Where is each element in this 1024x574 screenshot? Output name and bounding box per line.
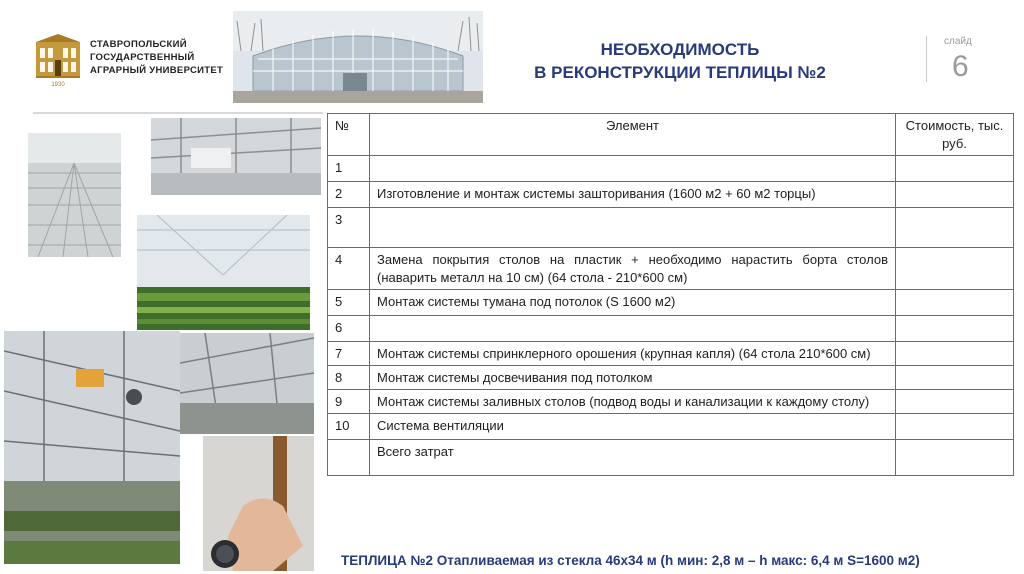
- row-num: 1: [328, 156, 370, 182]
- table-row: [328, 390, 1014, 414]
- row-num: 5: [328, 290, 370, 316]
- table-total-row: [328, 440, 1014, 476]
- slide-title-line: В РЕКОНСТРУКЦИИ ТЕПЛИЦЫ №2: [534, 63, 826, 82]
- university-name-line: СТАВРОПОЛЬСКИЙ: [90, 39, 187, 50]
- row-num: 2: [328, 182, 370, 208]
- row-num: 4: [328, 248, 370, 290]
- row-num: 6: [328, 316, 370, 342]
- greenhouse-tables-photo: [28, 133, 121, 257]
- greenhouse-caption: ТЕПЛИЦА №2 Отапливаемая из стекла 46х34 м (h мин: 2,8 м – h макс: 6,4 м S=1600 м2): [341, 553, 920, 568]
- row-cost: [896, 208, 1014, 248]
- table-header-row: [328, 114, 1014, 156]
- row-num: 8: [328, 366, 370, 390]
- row-element: [370, 316, 896, 342]
- row-cost: [896, 248, 1014, 290]
- table-edge-hand-photo: [203, 436, 314, 571]
- header-element: Элемент: [370, 114, 896, 156]
- row-cost: [896, 414, 1014, 440]
- row-element: [370, 208, 896, 248]
- table-row: [328, 208, 1014, 248]
- slide-label: слайд: [944, 36, 972, 47]
- slide-number-divider: [926, 36, 927, 82]
- row-cost: [896, 156, 1014, 182]
- row-element: Монтаж системы досвечивания под потолком: [370, 366, 896, 390]
- row-element: Монтаж системы тумана под потолок (S 1600 м2): [370, 290, 896, 316]
- row-element: Система вентиляции: [370, 414, 896, 440]
- greenhouse-exterior-photo: [233, 11, 483, 103]
- slide-number-box: [926, 32, 986, 86]
- slide-number: 6: [952, 50, 969, 83]
- table-row: [328, 156, 1014, 182]
- row-element: [370, 156, 896, 182]
- university-name-line: АГРАРНЫЙ УНИВЕРСИТЕТ: [90, 65, 224, 76]
- row-num: [328, 440, 370, 476]
- row-cost: [896, 290, 1014, 316]
- row-cost: [896, 366, 1014, 390]
- greenhouse-lighting-photo: [4, 331, 180, 564]
- slide-title: [480, 38, 880, 84]
- header-divider: [33, 112, 323, 114]
- row-element: Монтаж системы спринклерного орошения (крупная капля) (64 стола 210*600 см): [370, 342, 896, 366]
- table-row: [328, 182, 1014, 208]
- row-element: Замена покрытия столов на пластик + необходимо нарастить борта столов (наварить металл на 10 см) (64 стола - 210*600 см): [370, 248, 896, 290]
- greenhouse-interior-photo: [151, 118, 321, 195]
- row-cost: [896, 316, 1014, 342]
- row-cost: [896, 390, 1014, 414]
- row-cost: [896, 342, 1014, 366]
- row-num: 9: [328, 390, 370, 414]
- university-building-icon: [34, 32, 82, 88]
- row-element: Всего затрат: [370, 440, 896, 476]
- reconstruction-cost-table: [327, 113, 1014, 476]
- row-num: 3: [328, 208, 370, 248]
- table-row: [328, 248, 1014, 290]
- row-element: Изготовление и монтаж системы зашторивания (1600 м2 + 60 м2 торцы): [370, 182, 896, 208]
- university-name: [90, 38, 224, 77]
- row-num: 7: [328, 342, 370, 366]
- university-name-line: ГОСУДАРСТВЕННЫЙ: [90, 52, 195, 63]
- row-cost: [896, 182, 1014, 208]
- table-row: [328, 366, 1014, 390]
- table-row: [328, 316, 1014, 342]
- header-cost: Стоимость, тыс. руб.: [896, 114, 1014, 156]
- greenhouse-roof-photo: [180, 333, 314, 434]
- table-row: [328, 290, 1014, 316]
- header-num: №: [328, 114, 370, 156]
- table-row: [328, 342, 1014, 366]
- row-element: Монтаж системы заливных столов (подвод воды и канализации к каждому столу): [370, 390, 896, 414]
- table-row: [328, 414, 1014, 440]
- row-num: 10: [328, 414, 370, 440]
- logo-year: 1930: [51, 82, 65, 88]
- greenhouse-fog-photo: [137, 215, 310, 330]
- row-cost: [896, 440, 1014, 476]
- university-logo: [34, 32, 224, 90]
- slide-title-line: НЕОБХОДИМОСТЬ: [600, 40, 760, 59]
